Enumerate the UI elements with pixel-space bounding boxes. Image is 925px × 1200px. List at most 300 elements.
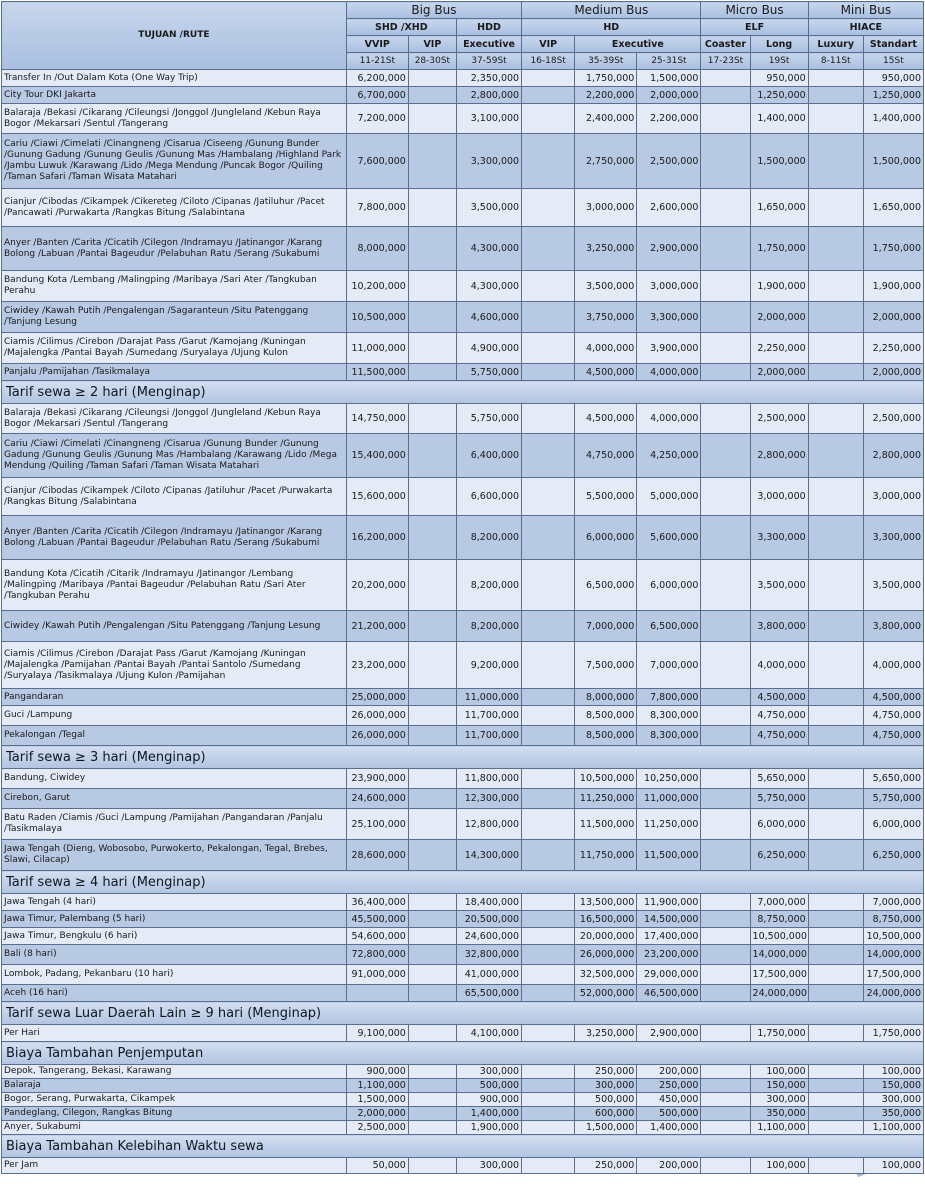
section-title: Tarif sewa ≥ 4 hari (Menginap): [2, 871, 924, 894]
price-cell: [808, 1025, 863, 1042]
section-title: Tarif sewa ≥ 2 hari (Menginap): [2, 381, 924, 404]
price-cell: 25,100,000: [346, 809, 408, 840]
price-cell: [808, 809, 863, 840]
price-cell: 7,000,000: [863, 894, 923, 911]
price-cell: [522, 1158, 575, 1174]
price-cell: [808, 726, 863, 746]
price-cell: 2,500,000: [863, 404, 923, 434]
seat-count: 25-31St: [637, 53, 701, 70]
price-cell: 2,250,000: [863, 333, 923, 364]
price-cell: [808, 87, 863, 104]
seat-count: 37-59St: [456, 53, 521, 70]
price-cell: [522, 434, 575, 478]
price-cell: 3,000,000: [863, 478, 923, 516]
price-cell: [522, 840, 575, 871]
price-cell: 4,000,000: [575, 333, 637, 364]
price-cell: [522, 928, 575, 945]
price-cell: [701, 227, 750, 271]
price-cell: 1,750,000: [750, 1025, 808, 1042]
price-cell: 1,500,000: [637, 70, 701, 87]
price-cell: [808, 928, 863, 945]
section-title: Biaya Tambahan Kelebihan Waktu sewa: [2, 1135, 924, 1158]
price-cell: 12,800,000: [456, 809, 521, 840]
price-cell: [808, 689, 863, 706]
class-standart: Standart: [863, 36, 923, 53]
price-cell: 2,500,000: [750, 404, 808, 434]
price-cell: 7,800,000: [637, 689, 701, 706]
price-cell: 6,400,000: [456, 434, 521, 478]
price-cell: [701, 70, 750, 87]
price-cell: 45,500,000: [346, 911, 408, 928]
price-cell: [701, 271, 750, 302]
route-cell: Balaraja /Bekasi /Cikarang /Cileungsi /Jonggol /Jungleland /Kebun Raya Bogor /Mekarsari /Sentul /Tangerang: [2, 104, 347, 134]
price-cell: [808, 1065, 863, 1079]
price-cell: 41,000,000: [456, 965, 521, 985]
route-cell: Cariu /Ciawi /Cimelati /Cinangneng /Cisarua /Gunung Bunder /Gunung Gadung /Gunung Geulis /Gunung Mas /Hambalang /Karawang /Lido /Mega Mendung /Quiling /Taman Safari /Taman Wisata Matahari: [2, 434, 347, 478]
price-cell: 950,000: [750, 70, 808, 87]
route-cell: Bandung Kota /Lembang /Malingping /Maribaya /Sari Ater /Tangkuban Perahu: [2, 271, 347, 302]
table-row: [2, 642, 924, 689]
price-cell: [522, 769, 575, 789]
table-row: [2, 516, 924, 560]
price-cell: [701, 985, 750, 1002]
price-cell: 5,750,000: [456, 364, 521, 381]
price-cell: 4,100,000: [456, 1025, 521, 1042]
price-cell: [522, 642, 575, 689]
section-header: [2, 871, 924, 894]
price-cell: 5,500,000: [575, 478, 637, 516]
price-cell: [346, 985, 408, 1002]
price-cell: [522, 706, 575, 726]
price-cell: 24,000,000: [863, 985, 923, 1002]
price-cell: 9,100,000: [346, 1025, 408, 1042]
table-row: [2, 227, 924, 271]
price-cell: 32,500,000: [575, 965, 637, 985]
price-cell: [701, 1079, 750, 1093]
price-cell: 8,200,000: [456, 516, 521, 560]
price-cell: 600,000: [575, 1107, 637, 1121]
table-row: [2, 945, 924, 965]
price-cell: 8,300,000: [637, 726, 701, 746]
price-cell: [701, 404, 750, 434]
price-cell: 24,000,000: [750, 985, 808, 1002]
route-cell: Transfer In /Out Dalam Kota (One Way Trip): [2, 70, 347, 87]
price-cell: 3,000,000: [637, 271, 701, 302]
price-cell: 5,750,000: [863, 789, 923, 809]
price-cell: [408, 840, 456, 871]
price-cell: [408, 478, 456, 516]
price-cell: [408, 1158, 456, 1174]
price-cell: [408, 134, 456, 189]
price-cell: [808, 434, 863, 478]
price-cell: 91,000,000: [346, 965, 408, 985]
table-row: [2, 928, 924, 945]
price-cell: [522, 611, 575, 642]
price-cell: [701, 1107, 750, 1121]
table-row: [2, 965, 924, 985]
table-row: [2, 478, 924, 516]
price-cell: 300,000: [750, 1093, 808, 1107]
seat-count: 35-39St: [575, 53, 637, 70]
class-executive: Executive: [575, 36, 701, 53]
price-cell: 4,300,000: [456, 271, 521, 302]
price-cell: [522, 1079, 575, 1093]
table-row: [2, 789, 924, 809]
table-row: [2, 726, 924, 746]
price-cell: 14,750,000: [346, 404, 408, 434]
type-hdd: HDD: [456, 19, 521, 36]
route-cell: Bandung, Ciwidey: [2, 769, 347, 789]
price-cell: 7,200,000: [346, 104, 408, 134]
price-cell: [808, 404, 863, 434]
price-cell: 13,500,000: [575, 894, 637, 911]
price-cell: [701, 769, 750, 789]
price-cell: 11,700,000: [456, 706, 521, 726]
price-cell: 3,900,000: [637, 333, 701, 364]
price-cell: 29,000,000: [637, 965, 701, 985]
price-cell: 2,800,000: [863, 434, 923, 478]
route-cell: Cariu /Ciawi /Cimelati /Cinangneng /Cisarua /Ciseeng /Gunung Bunder /Gunung Gadung /Gunung Geulis /Gunung Mas /Hambalang /Highland Park /Jambu Luwuk /Karawang /Lido /Mega Mendung /Puncak Bogor /Quiling /Taman Safari /Taman Wisata Matahari: [2, 134, 347, 189]
price-cell: 3,300,000: [750, 516, 808, 560]
price-cell: 24,600,000: [456, 928, 521, 945]
route-cell: Ciamis /Cilimus /Cirebon /Darajat Pass /Garut /Kamojang /Kuningan /Majalengka /Pantai Bayah /Sumedang /Suryalaya /Ujung Kulon: [2, 333, 347, 364]
table-row: [2, 87, 924, 104]
price-cell: 1,400,000: [750, 104, 808, 134]
price-cell: 1,100,000: [750, 1121, 808, 1135]
price-cell: 8,000,000: [346, 227, 408, 271]
price-cell: [808, 227, 863, 271]
price-cell: [522, 271, 575, 302]
price-cell: 2,750,000: [575, 134, 637, 189]
price-cell: [408, 1107, 456, 1121]
section-title: Biaya Tambahan Penjemputan: [2, 1042, 924, 1065]
price-cell: 17,500,000: [750, 965, 808, 985]
price-cell: 1,500,000: [863, 134, 923, 189]
price-cell: 350,000: [750, 1107, 808, 1121]
price-cell: 8,000,000: [575, 689, 637, 706]
price-cell: 2,000,000: [863, 302, 923, 333]
price-cell: 1,900,000: [456, 1121, 521, 1135]
price-cell: [408, 642, 456, 689]
price-cell: [808, 611, 863, 642]
table-row: [2, 333, 924, 364]
route-cell: Per Jam: [2, 1158, 347, 1174]
price-cell: 300,000: [456, 1065, 521, 1079]
group-mini-bus: Mini Bus: [808, 2, 923, 19]
price-cell: 6,700,000: [346, 87, 408, 104]
route-cell: Jawa Tengah (Dieng, Wobosobo, Purwokerto, Pekalongan, Tegal, Brebes, Slawi, Cilacap): [2, 840, 347, 871]
price-cell: 1,750,000: [750, 227, 808, 271]
price-cell: 150,000: [863, 1079, 923, 1093]
price-cell: [701, 894, 750, 911]
price-cell: [408, 516, 456, 560]
price-cell: 15,600,000: [346, 478, 408, 516]
price-cell: 2,350,000: [456, 70, 521, 87]
price-cell: [408, 985, 456, 1002]
route-cell: Panjalu /Pamijahan /Tasikmalaya: [2, 364, 347, 381]
price-cell: [522, 1065, 575, 1079]
price-cell: 11,250,000: [637, 809, 701, 840]
price-cell: [808, 516, 863, 560]
price-cell: 21,200,000: [346, 611, 408, 642]
price-cell: 72,800,000: [346, 945, 408, 965]
table-row: [2, 611, 924, 642]
route-cell: Jawa Timur, Palembang (5 hari): [2, 911, 347, 928]
price-cell: 150,000: [750, 1079, 808, 1093]
price-cell: 7,600,000: [346, 134, 408, 189]
table-row: [2, 70, 924, 87]
table-row: [2, 1079, 924, 1093]
seat-count: 16-18St: [522, 53, 575, 70]
group-big-bus: Big Bus: [346, 2, 521, 19]
price-cell: [701, 478, 750, 516]
price-cell: [408, 965, 456, 985]
price-cell: 100,000: [750, 1158, 808, 1174]
price-cell: 25,000,000: [346, 689, 408, 706]
price-cell: 6,000,000: [637, 560, 701, 611]
price-cell: [522, 364, 575, 381]
price-cell: 1,650,000: [863, 189, 923, 227]
table-row: [2, 1121, 924, 1135]
price-cell: 5,650,000: [750, 769, 808, 789]
price-cell: [808, 769, 863, 789]
price-cell: 3,500,000: [863, 560, 923, 611]
price-cell: [408, 1025, 456, 1042]
price-cell: 11,500,000: [346, 364, 408, 381]
seat-count: 11-21St: [346, 53, 408, 70]
price-cell: 100,000: [863, 1158, 923, 1174]
price-cell: [701, 1093, 750, 1107]
table-row: [2, 104, 924, 134]
price-cell: [408, 689, 456, 706]
price-cell: 2,250,000: [750, 333, 808, 364]
table-row: [2, 560, 924, 611]
route-cell: Batu Raden /Ciamis /Guci /Lampung /Pamijahan /Pangandaran /Panjalu /Tasikmalaya: [2, 809, 347, 840]
price-cell: 36,400,000: [346, 894, 408, 911]
table-row: [2, 706, 924, 726]
price-cell: 23,200,000: [346, 642, 408, 689]
price-cell: 7,000,000: [575, 611, 637, 642]
price-cell: 1,100,000: [346, 1079, 408, 1093]
price-cell: [701, 1025, 750, 1042]
route-cell: Depok, Tangerang, Bekasi, Karawang: [2, 1065, 347, 1079]
price-cell: [522, 302, 575, 333]
price-cell: 100,000: [863, 1065, 923, 1079]
price-cell: [701, 434, 750, 478]
price-cell: [522, 789, 575, 809]
table-row: [2, 1107, 924, 1121]
price-cell: 4,000,000: [750, 642, 808, 689]
price-cell: [522, 560, 575, 611]
rate-table: [1, 1, 924, 1174]
price-cell: 46,500,000: [637, 985, 701, 1002]
price-cell: [701, 134, 750, 189]
price-cell: [808, 1121, 863, 1135]
price-cell: 26,000,000: [346, 726, 408, 746]
price-cell: 10,500,000: [346, 302, 408, 333]
price-cell: 2,000,000: [863, 364, 923, 381]
table-row: [2, 364, 924, 381]
price-cell: [522, 911, 575, 928]
price-cell: 350,000: [863, 1107, 923, 1121]
price-cell: [408, 70, 456, 87]
price-cell: [408, 1065, 456, 1079]
price-cell: 52,000,000: [575, 985, 637, 1002]
table-row: [2, 1065, 924, 1079]
price-cell: 7,000,000: [637, 642, 701, 689]
price-cell: [522, 404, 575, 434]
price-cell: 2,800,000: [750, 434, 808, 478]
price-cell: [522, 87, 575, 104]
price-cell: [701, 104, 750, 134]
price-cell: [522, 516, 575, 560]
price-cell: [408, 404, 456, 434]
price-cell: [408, 227, 456, 271]
price-cell: 8,200,000: [456, 560, 521, 611]
price-cell: [408, 434, 456, 478]
price-cell: 6,000,000: [750, 809, 808, 840]
table-row: [2, 911, 924, 928]
price-cell: [408, 809, 456, 840]
price-cell: [808, 134, 863, 189]
price-cell: [701, 928, 750, 945]
price-cell: 8,750,000: [750, 911, 808, 928]
price-cell: [701, 911, 750, 928]
price-cell: [522, 689, 575, 706]
price-cell: 11,500,000: [575, 809, 637, 840]
price-cell: 17,400,000: [637, 928, 701, 945]
price-cell: 20,000,000: [575, 928, 637, 945]
route-cell: Anyer /Banten /Carita /Cicatih /Cilegon /Indramayu /Jatinangor /Karang Bolong /Labuan /Pantai Bageudur /Pelabuhan Ratu /Serang /Sukabumi: [2, 516, 347, 560]
price-cell: [522, 1121, 575, 1135]
price-cell: [701, 611, 750, 642]
table-row: [2, 840, 924, 871]
price-cell: 14,000,000: [750, 945, 808, 965]
route-cell: Cianjur /Cibodas /Cikampek /Ciloto /Cipanas /Jatiluhur /Pacet /Purwakarta /Rangkas Bitung /Salabintana: [2, 478, 347, 516]
price-cell: 6,500,000: [637, 611, 701, 642]
price-cell: 11,800,000: [456, 769, 521, 789]
price-cell: 15,400,000: [346, 434, 408, 478]
price-cell: 14,300,000: [456, 840, 521, 871]
route-cell: Jawa Tengah (4 hari): [2, 894, 347, 911]
price-cell: [808, 965, 863, 985]
price-cell: 32,800,000: [456, 945, 521, 965]
price-cell: [408, 333, 456, 364]
price-cell: [408, 726, 456, 746]
price-cell: [701, 302, 750, 333]
price-cell: [408, 364, 456, 381]
seat-count: 28-30St: [408, 53, 456, 70]
route-cell: Pekalongan /Tegal: [2, 726, 347, 746]
section-title: Tarif sewa ≥ 3 hari (Menginap): [2, 746, 924, 769]
price-cell: 8,200,000: [456, 611, 521, 642]
table-row: [2, 1025, 924, 1042]
table-row: [2, 985, 924, 1002]
price-cell: [701, 726, 750, 746]
price-cell: 8,500,000: [575, 726, 637, 746]
price-cell: 23,200,000: [637, 945, 701, 965]
route-cell: Aceh (16 hari): [2, 985, 347, 1002]
price-cell: 3,500,000: [575, 271, 637, 302]
price-cell: [522, 945, 575, 965]
route-cell: Ciamis /Cilimus /Cirebon /Darajat Pass /Garut /Kamojang /Kuningan /Majalengka /Pamijahan /Pantai Bayah /Pantai Santolo /Sumedang /Suryalaya /Tasikmalaya /Ujung Kulon /Pamijahan: [2, 642, 347, 689]
group-medium-bus: Medium Bus: [522, 2, 701, 19]
price-cell: 20,500,000: [456, 911, 521, 928]
price-cell: [808, 70, 863, 87]
price-cell: [408, 611, 456, 642]
section-title: Tarif sewa Luar Daerah Lain ≥ 9 hari (Menginap): [2, 1002, 924, 1025]
price-cell: 1,400,000: [863, 104, 923, 134]
section-header: [2, 1002, 924, 1025]
price-cell: 7,800,000: [346, 189, 408, 227]
route-cell: Bandung Kota /Cicatih /Citarik /Indramayu /Jatinangor /Lembang /Malingping /Maribaya /Pantai Bageudur /Pelabuhan Ratu /Sari Ater /Tangkuban Perahu: [2, 560, 347, 611]
price-cell: [701, 965, 750, 985]
price-cell: 500,000: [575, 1093, 637, 1107]
class-vvip: VVIP: [346, 36, 408, 53]
price-cell: [522, 1025, 575, 1042]
price-cell: [408, 302, 456, 333]
price-cell: [408, 789, 456, 809]
price-cell: [408, 271, 456, 302]
route-cell: Bogor, Serang, Purwakarta, Cikampek: [2, 1093, 347, 1107]
price-cell: 6,250,000: [863, 840, 923, 871]
price-cell: 4,750,000: [750, 726, 808, 746]
price-cell: 200,000: [637, 1158, 701, 1174]
price-cell: 1,900,000: [750, 271, 808, 302]
price-cell: [808, 1093, 863, 1107]
price-cell: [522, 70, 575, 87]
price-cell: 1,750,000: [863, 227, 923, 271]
route-cell: Balaraja /Bekasi /Cikarang /Cileungsi /Jonggol /Jungleland /Kebun Raya Bogor /Mekarsari /Sentul /Tangerang: [2, 404, 347, 434]
section-header: [2, 381, 924, 404]
price-cell: [522, 809, 575, 840]
price-cell: 3,250,000: [575, 1025, 637, 1042]
price-cell: 2,200,000: [575, 87, 637, 104]
price-cell: [701, 840, 750, 871]
table-row: [2, 189, 924, 227]
price-cell: 11,750,000: [575, 840, 637, 871]
price-cell: 3,500,000: [750, 560, 808, 611]
route-header: TUJUAN /RUTE: [2, 2, 347, 70]
price-cell: 3,000,000: [575, 189, 637, 227]
price-cell: 6,250,000: [750, 840, 808, 871]
price-cell: 11,900,000: [637, 894, 701, 911]
seat-count: 8-11St: [808, 53, 863, 70]
price-cell: 1,100,000: [863, 1121, 923, 1135]
price-cell: 3,300,000: [456, 134, 521, 189]
price-cell: 18,400,000: [456, 894, 521, 911]
price-cell: [701, 642, 750, 689]
route-cell: Per Hari: [2, 1025, 347, 1042]
price-cell: 16,200,000: [346, 516, 408, 560]
price-cell: 10,500,000: [863, 928, 923, 945]
table-row: [2, 769, 924, 789]
price-cell: 1,400,000: [637, 1121, 701, 1135]
price-cell: [701, 706, 750, 726]
price-cell: 1,500,000: [346, 1093, 408, 1107]
price-cell: [808, 560, 863, 611]
type-shd-xhd: SHD /XHD: [346, 19, 456, 36]
price-cell: 1,900,000: [863, 271, 923, 302]
type-hd: HD: [522, 19, 701, 36]
price-cell: 1,250,000: [863, 87, 923, 104]
price-cell: [808, 189, 863, 227]
price-cell: [808, 302, 863, 333]
price-cell: 6,500,000: [575, 560, 637, 611]
price-cell: 2,000,000: [346, 1107, 408, 1121]
price-cell: 11,250,000: [575, 789, 637, 809]
price-cell: 4,300,000: [456, 227, 521, 271]
